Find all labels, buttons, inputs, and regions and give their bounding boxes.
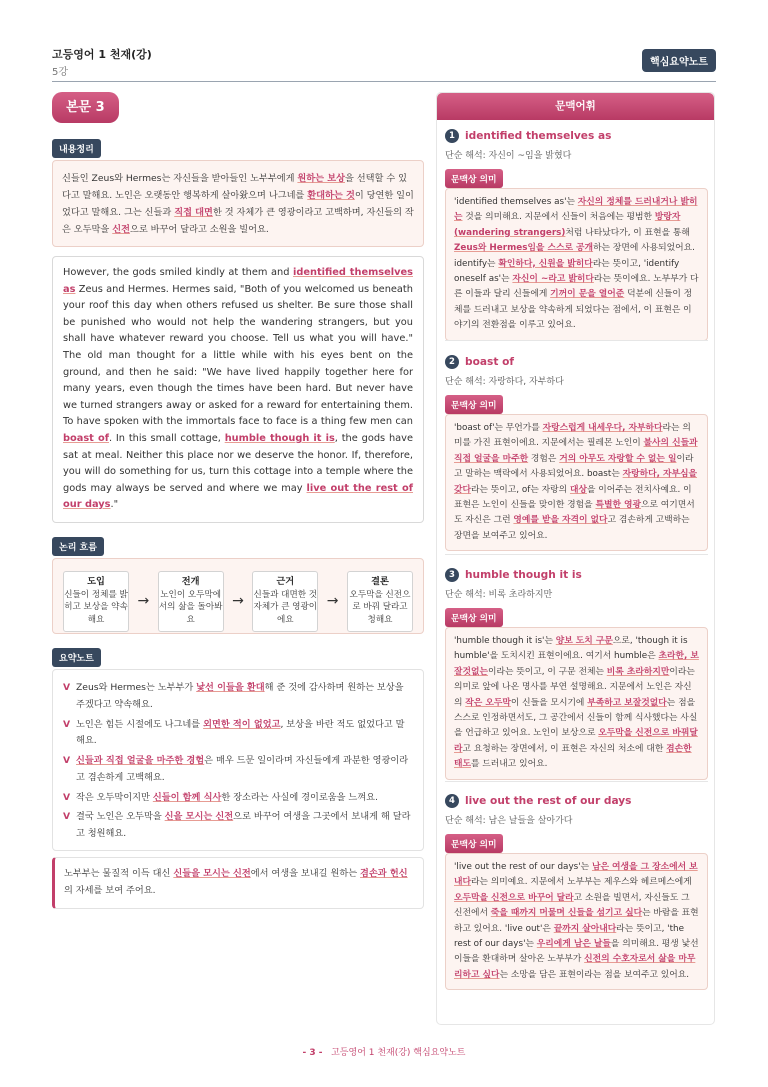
flow-step-title: 근거: [276, 575, 295, 587]
text-run: 하는 장면에 사용되었어요. identify는: [454, 243, 695, 269]
note-text: [76, 753, 413, 787]
logic-flow: [52, 558, 424, 634]
highlighted-phrase: 양보 도치 구문: [555, 636, 613, 646]
text-run: 는 점을 스스로 인정하면서도, 그 공간에서 신들이 함께 식사했다는 사실을 언급하고 있어요. 노인이 보상으로: [454, 697, 698, 739]
highlighted-phrase: 겸손한 태도: [454, 743, 692, 770]
highlighted-phrase: 외면한 적이 없었고: [203, 718, 281, 730]
vocab-number: 4: [445, 794, 459, 808]
context-meaning: [445, 853, 708, 990]
arrow-right-icon: →: [137, 593, 150, 610]
vocab-word: humble though it is: [465, 568, 582, 581]
vocab-panel-title: 문맥어휘: [437, 93, 714, 120]
text-run: . In this small cottage,: [108, 432, 225, 444]
highlighted-phrase: 대상: [569, 484, 587, 495]
vocab-number: 3: [445, 568, 459, 582]
highlighted-phrase: 확인하다, 신원을 밝히다: [498, 258, 593, 269]
list-item: [63, 809, 413, 843]
list-item: [63, 717, 413, 751]
highlighted-phrase: 기꺼이 문을 열어준: [550, 289, 625, 300]
vocab-panel: [436, 92, 715, 1025]
text-run: Zeus and Hermes. Hermes said, "Both of you welcomed us beneath your roof this day when others refused us shelter. Be sure those shall be punished who would not help the wandering strangers, but you shall have whatever reward you choose. Tell us what you will have." The old man thought for a little while with his eyes bent on the ground, and then he said: "We have lived happily together here for many years, even though the times have been hard. But never have we turned strangers away or asked for a reward for entertaining them. To have spoken with the immortals face to face is a thing few men can: [63, 283, 413, 428]
highlighted-phrase: 작은 오두막: [465, 697, 511, 708]
note-text: [76, 680, 413, 714]
text-run: 덕분에 신들이 정체를 드러내고 보상을 약속하게 되었다는 점에서, 이 표현은 이야기의 전환점을 이루고 있어요.: [454, 289, 693, 331]
page-number: - 3 -: [302, 1048, 323, 1058]
note-type-badge: 핵심요약노트: [642, 49, 716, 72]
highlighted-phrase: 자신이 ~라고 밝히다: [512, 274, 594, 285]
highlighted-phrase: boast of: [63, 432, 109, 444]
section-label: 본문 3: [52, 92, 119, 123]
text-run: 고 겸손하게 고백하는 장면을 보여주고 있어요.: [454, 515, 690, 541]
flow-step-evidence: [252, 571, 318, 632]
highlighted-phrase: 신들과 직접 얼굴을 마주한 경험: [76, 755, 205, 767]
text-run: 라는 뜻이고, 'identify oneself as'는: [454, 258, 680, 285]
highlighted-phrase: 신들이 함께 식사: [152, 791, 222, 803]
footer-text: 고등영어 1 천재(강) 핵심요약노트: [331, 1048, 466, 1058]
highlighted-phrase: 비록 초라하지만: [606, 666, 670, 677]
text-run: 라는 의미예요. 지문에서 노부부는 제우스와 헤르메스에게: [471, 877, 692, 888]
divider: [445, 340, 708, 341]
text-run: 것을 의미해요. 지문에서 신들이 처음에는 평범한: [462, 212, 655, 223]
document-title: 고등영어 1 천재(강): [52, 48, 152, 61]
highlighted-phrase: 부족하고 보잘것없다: [587, 697, 667, 708]
text-run: 한 것 자체가 큰 영광이라고 고백하며, 자신들의 작은 오두막을: [62, 207, 414, 235]
text-run: 고 소원을 빌면서, 자신들도 그 신전에서: [454, 892, 690, 919]
text-run: 이라는 뜻이고, 이 구문 전체는: [488, 666, 607, 677]
text-run: 은 매우 드문 일이라며 자신들에게 과분한 영광이라고 겸손하게 고백해요.: [76, 755, 409, 783]
text-run: 를 드러내고 있어요.: [471, 759, 548, 770]
text-run: However, the gods smiled kindly at them and: [63, 267, 293, 278]
flow-step-title: 결론: [371, 575, 389, 587]
highlighted-phrase: 겸손과 헌신: [360, 868, 408, 880]
highlighted-phrase: identified themselves as: [63, 267, 413, 295]
highlighted-phrase: 신을 모시는 신전: [164, 811, 234, 823]
text-run: 에서 여생을 보내길 원하는: [250, 868, 361, 880]
text-run: 을 의미해요. 평생 낯선 이들을 환대하며 살아온 노부부가: [454, 939, 699, 965]
summary-notes: [52, 669, 424, 851]
text-run: 이라는 의미로 앞에 나온 명사를 부연 설명해요. 지문에서 노인은 자신의: [454, 666, 695, 708]
arrow-right-icon: →: [326, 593, 339, 610]
text-run: 경험은: [528, 453, 560, 464]
highlighted-phrase: 초라한, 보잘것없는: [454, 651, 699, 677]
highlighted-phrase: 직접 대면: [174, 207, 213, 218]
arrow-right-icon: →: [232, 593, 244, 610]
list-item: [63, 753, 413, 787]
summary-tag: 내용정리: [52, 139, 101, 158]
vocab-number: 2: [445, 355, 459, 369]
text-run: 라는 뜻이고, of는 자랑의: [471, 484, 570, 495]
highlighted-phrase: 낯선 이들을 환대: [196, 681, 265, 693]
vocab-simple-meaning: 단순 해석: 남은 날들을 살아가다: [445, 816, 573, 826]
flow-step-title: 도입: [87, 575, 105, 587]
text-run: 노부부는 물질적 이득 대신: [64, 868, 174, 880]
text-run: .": [110, 499, 119, 511]
highlighted-phrase: 자신의 정체를 드러내거나 밝히는: [454, 197, 698, 223]
text-run: 'identified themselves as'는: [454, 197, 578, 207]
check-mark-icon: V: [63, 791, 71, 803]
text-run: 이 당연한 일이었다고 말해요. 그는 신들과: [62, 190, 414, 218]
text-run: 고 요청하는 장면에서, 이 표현은 자신의 처소에 대한: [462, 743, 667, 754]
highlighted-phrase: 신전의 수호자로서 삶을 마무리하고 싶다: [454, 954, 696, 980]
note-text: [76, 809, 413, 843]
text-run: 라는 뜻이고, 'the rest of our days'는: [454, 923, 685, 950]
left-column: [52, 92, 424, 909]
highlighted-phrase: 방랑자(wandering strangers): [454, 212, 681, 238]
text-run: 으로, 'though it is humble'을 도치시킨 표현이에요. 여기서 humble은: [454, 636, 688, 662]
text-run: 결국 노인은 오두막을: [76, 811, 165, 823]
text-run: 으로 바꾸어 여생을 그곳에서 보내게 해 달라고 청원해요.: [76, 811, 411, 840]
text-run: 을 선택할 수 있다고 말해요. 노인은 오랫동안 행복하게 살아왔으며 나그네를: [62, 173, 407, 201]
highlighted-phrase: 거의 아무도 자랑할 수 없는 일: [559, 453, 677, 464]
text-run: , the gods have sat at meal. Neither this place nor we deserve the honor. If, therefore, you will do something for us, turn this cottage into a temple where the gods may always be served and where we may: [63, 432, 413, 494]
key-takeaway: [52, 857, 424, 909]
highlighted-phrase: humble though it is: [224, 432, 335, 444]
highlighted-phrase: 원하는 보상: [297, 173, 345, 184]
text-run: 는 소망을 담은 표현이라는 점을 보여주고 있어요.: [499, 969, 690, 980]
context-meaning: [445, 188, 708, 341]
text-run: 으로 바꾸어 달라고 소원을 빌어요.: [129, 224, 269, 235]
context-meaning-tag: 문맥상 의미: [445, 169, 503, 188]
highlighted-phrase: 특별한 영광: [595, 500, 642, 511]
highlighted-phrase: 환대하는 것: [307, 190, 355, 201]
list-item: [63, 680, 413, 714]
text-run: 'boast of'는 무언가를: [454, 423, 543, 433]
vocab-item: [445, 353, 708, 551]
flow-step-body: 신들이 정체를 밝히고 보상을 약속해요: [64, 589, 128, 625]
context-meaning-tag: 문맥상 의미: [445, 834, 503, 853]
flow-step-body: 노인이 오두막에서의 삶을 돌아봐요: [158, 589, 223, 625]
header-divider: [52, 81, 716, 82]
vocab-word: live out the rest of our days: [465, 794, 632, 807]
vocab-word: identified themselves as: [465, 129, 612, 142]
flow-step-intro: [63, 571, 129, 632]
flow-step-body: 오두막을 신전으로 바꿔 달라고 청해요: [349, 589, 411, 625]
text-run: 해 준 것에 감사하며 원하는 보상을 주겠다고 약속해요.: [76, 681, 404, 710]
note-text: [76, 717, 413, 751]
notes-tag: 요약노트: [52, 648, 101, 667]
vocab-simple-meaning: 단순 해석: 비록 초라하지만: [445, 590, 553, 600]
text-run: 을 이어주는 전치사예요. 이 표현은 노인이 신들을 맞이한 경험을: [454, 484, 692, 511]
text-run: 작은 오두막이지만: [76, 791, 153, 803]
content-summary: [52, 160, 424, 247]
check-mark-icon: V: [63, 811, 71, 823]
flow-step-body: 신들과 대면한 것 자체가 큰 영광이에요: [253, 589, 318, 625]
highlighted-phrase: 영예를 받을 자격이 없다: [513, 515, 608, 526]
context-meaning-tag: 문맥상 의미: [445, 395, 503, 414]
text-run: 'humble though it is'는: [454, 636, 556, 646]
highlighted-phrase: 오두막을 신전으로 바꿔달라: [454, 728, 698, 754]
text-run: 의 자세를 보여 주어요.: [64, 884, 156, 896]
text-run: 이라고 말하는 맥락에서 사용되었어요. boast는: [454, 453, 694, 480]
highlighted-phrase: 죽을 때까지 머물며 신들을 섬기고 싶다: [490, 908, 643, 919]
text-run: Zeus와 Hermes는 노부부가: [76, 681, 197, 693]
vocab-item: [445, 127, 708, 341]
flow-step-development: [158, 571, 224, 632]
list-item: [63, 790, 413, 807]
vocab-item: [445, 566, 708, 780]
highlighted-phrase: 신전: [112, 224, 130, 235]
highlighted-phrase: 자랑스럽게 내세우다, 자부하다: [542, 423, 663, 433]
vocab-number: 1: [445, 129, 459, 143]
flow-step-conclusion: [347, 571, 413, 632]
text-run: 'live out the rest of our days'는: [454, 862, 592, 872]
check-mark-icon: V: [63, 718, 71, 730]
highlighted-phrase: 남은 여생을 그 장소에서 보내다: [454, 862, 698, 888]
text-run: 라는 의미를 가진 표현이에요. 지문에서는 필레몬 노인이: [454, 423, 691, 449]
highlighted-phrase: 오두막을 신전으로 바꾸어 달라: [454, 892, 574, 903]
highlighted-phrase: 불사의 신들과 직접 얼굴을 마주한: [454, 438, 698, 464]
flow-tag: 논리 흐름: [52, 537, 104, 556]
highlighted-phrase: 우리에게 남은 날들: [536, 939, 611, 950]
context-meaning: [445, 627, 708, 780]
text-run: 노인은 힘든 시절에도 나그네를: [76, 718, 204, 730]
check-mark-icon: V: [63, 681, 71, 693]
highlighted-phrase: 끝까지 살아내다: [553, 923, 617, 934]
context-meaning-tag: 문맥상 의미: [445, 608, 503, 627]
vocab-item: [445, 792, 708, 990]
passage-text: [52, 256, 424, 523]
check-mark-icon: V: [63, 755, 71, 767]
text-run: 처럼 나타났다가, 이 표현을 통해: [565, 227, 690, 238]
lesson-number: 5강: [52, 67, 69, 78]
context-meaning: [445, 414, 708, 551]
highlighted-phrase: 신들을 모시는 신전: [173, 868, 251, 880]
highlighted-phrase: live out the rest of our days: [63, 482, 413, 511]
vocab-simple-meaning: 단순 해석: 자랑하다, 자부하다: [445, 377, 564, 387]
highlighted-phrase: 자랑하다, 자부심을 갖다: [454, 469, 698, 495]
text-run: 이 신들을 모시기에: [510, 697, 588, 708]
divider: [445, 554, 708, 555]
flow-step-title: 전개: [181, 575, 200, 587]
vocab-word: boast of: [465, 355, 514, 368]
text-run: 으로 여기면서도 자신은 그런: [454, 500, 695, 526]
text-run: , 보상을 바란 적도 없었다고 말해요.: [76, 718, 405, 747]
note-text: [76, 790, 378, 807]
text-run: 는 바람을 표현하고 있어요. 'live out'은: [454, 908, 699, 934]
highlighted-phrase: Zeus와 Hermes임을 스스로 공개: [454, 243, 594, 254]
text-run: 라는 뜻이에요. 노부부가 다른 이들과 달리 신들에게: [454, 274, 699, 300]
text-run: 신들인 Zeus와 Hermes는 자신들을 받아들인 노부부에게: [62, 173, 298, 184]
page-footer: [0, 1045, 768, 1058]
vocab-simple-meaning: 단순 해석: 자신이 ~임을 밝혔다: [445, 151, 572, 161]
text-run: 한 장소라는 사실에 경이로움을 느껴요.: [221, 791, 378, 803]
divider: [445, 781, 708, 782]
